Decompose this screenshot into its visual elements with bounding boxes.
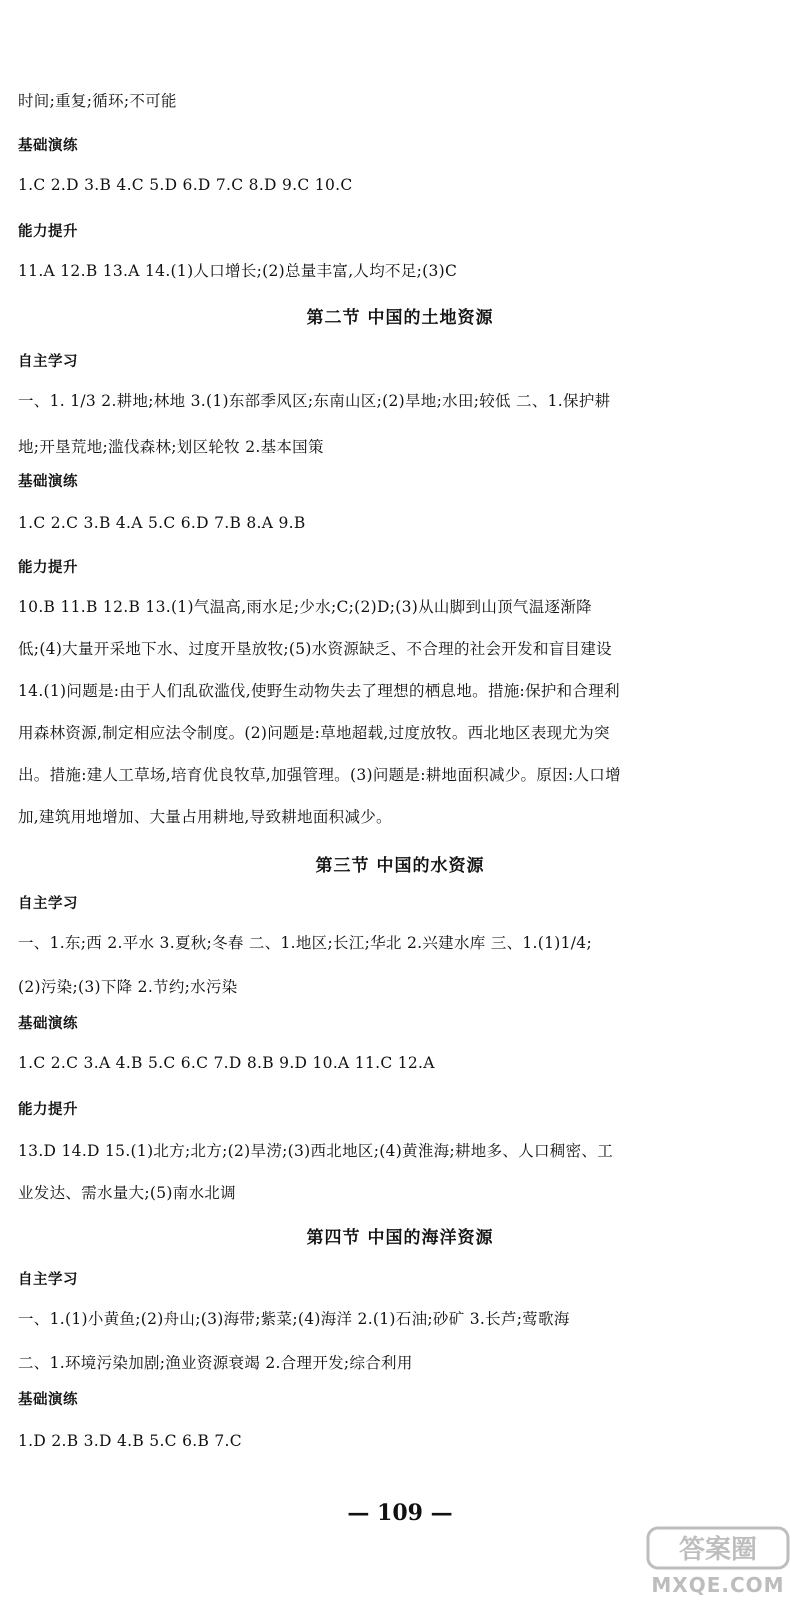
answer-line: 业发达、需水量大;(5)南水北调 bbox=[18, 1184, 236, 1202]
watermark-logo bbox=[640, 1524, 796, 1598]
answer-line: 地;开垦荒地;滥伐森林;划区轮牧 2.基本国策 bbox=[18, 438, 324, 456]
answer-line: 1.D 2.B 3.D 4.B 5.C 6.B 7.C bbox=[18, 1432, 242, 1450]
page-number: — 109 — bbox=[347, 1500, 453, 1526]
section-heading-basic-practice: 基础演练 bbox=[18, 474, 78, 490]
watermark-text-top: 答案圈 bbox=[678, 1535, 758, 1565]
answer-line: 1.C 2.C 3.B 4.A 5.C 6.D 7.B 8.A 9.B bbox=[18, 514, 306, 532]
section-heading-ability-improvement: 能力提升 bbox=[18, 1102, 78, 1118]
answer-line: (2)污染;(3)下降 2.节约;水污染 bbox=[18, 978, 238, 996]
answer-line: 低;(4)大量开采地下水、过度开垦放牧;(5)水资源缺乏、不合理的社会开发和盲目建设 bbox=[18, 640, 612, 658]
answer-line: 10.B 11.B 12.B 13.(1)气温高,雨水足;少水;C;(2)D;(3)从山脚到山顶气温逐渐降 bbox=[18, 598, 592, 616]
answer-line: 二、1.环境污染加剧;渔业资源衰竭 2.合理开发;综合利用 bbox=[18, 1354, 413, 1372]
section-heading-ability-improvement: 能力提升 bbox=[18, 560, 78, 576]
answer-line: 1.C 2.D 3.B 4.C 5.D 6.D 7.C 8.D 9.C 10.C bbox=[18, 176, 353, 194]
answer-line: 一、1.(1)小黄鱼;(2)舟山;(3)海带;紫菜;(4)海洋 2.(1)石油;砂矿 3.长芦;莺歌海 bbox=[18, 1310, 570, 1328]
answer-line: 加,建筑用地增加、大量占用耕地,导致耕地面积减少。 bbox=[18, 808, 392, 826]
answer-line: 11.A 12.B 13.A 14.(1)人口增长;(2)总量丰富,人均不足;(3)C bbox=[18, 262, 458, 280]
answer-line: 出。措施:建人工草场,培育优良牧草,加强管理。(3)问题是:耕地面积减少。原因:人口增 bbox=[18, 766, 621, 784]
section-heading-basic-practice: 基础演练 bbox=[18, 1016, 78, 1032]
answer-line: 一、1.东;西 2.平水 3.夏秋;冬春 二、1.地区;长江;华北 2.兴建水库 三、1.(1)1/4; bbox=[18, 934, 592, 952]
answer-line: 用森林资源,制定相应法令制度。(2)问题是:草地超载,过度放牧。西北地区表现尤为突 bbox=[18, 724, 610, 742]
section-heading-self-study: 自主学习 bbox=[18, 1272, 78, 1288]
section-heading-basic-practice: 基础演练 bbox=[18, 1392, 78, 1408]
section-heading-basic-practice: 基础演练 bbox=[18, 138, 78, 154]
answer-line: 1.C 2.C 3.A 4.B 5.C 6.C 7.D 8.B 9.D 10.A 11.C 12.A bbox=[18, 1054, 435, 1072]
chapter-title: 第三节 中国的水资源 bbox=[315, 856, 485, 876]
answer-line: 14.(1)问题是:由于人们乱砍滥伐,使野生动物失去了理想的栖息地。措施:保护和合理利 bbox=[18, 682, 620, 700]
answer-line: 13.D 14.D 15.(1)北方;北方;(2)旱涝;(3)西北地区;(4)黄淮海;耕地多、人口稠密、工 bbox=[18, 1142, 613, 1160]
watermark-text-bottom: MXQE.COM bbox=[651, 1573, 785, 1597]
section-heading-self-study: 自主学习 bbox=[18, 896, 78, 912]
section-heading-self-study: 自主学习 bbox=[18, 354, 78, 370]
chapter-title: 第四节 中国的海洋资源 bbox=[306, 1228, 494, 1248]
answer-line: 时间;重复;循环;不可能 bbox=[18, 92, 177, 110]
chapter-title: 第二节 中国的土地资源 bbox=[306, 308, 494, 328]
watermark-seal-icon bbox=[648, 1528, 788, 1568]
section-heading-ability-improvement: 能力提升 bbox=[18, 224, 78, 240]
answer-line: 一、1. 1/3 2.耕地;林地 3.(1)东部季风区;东南山区;(2)旱地;水田;较低 二、1.保护耕 bbox=[18, 392, 611, 410]
